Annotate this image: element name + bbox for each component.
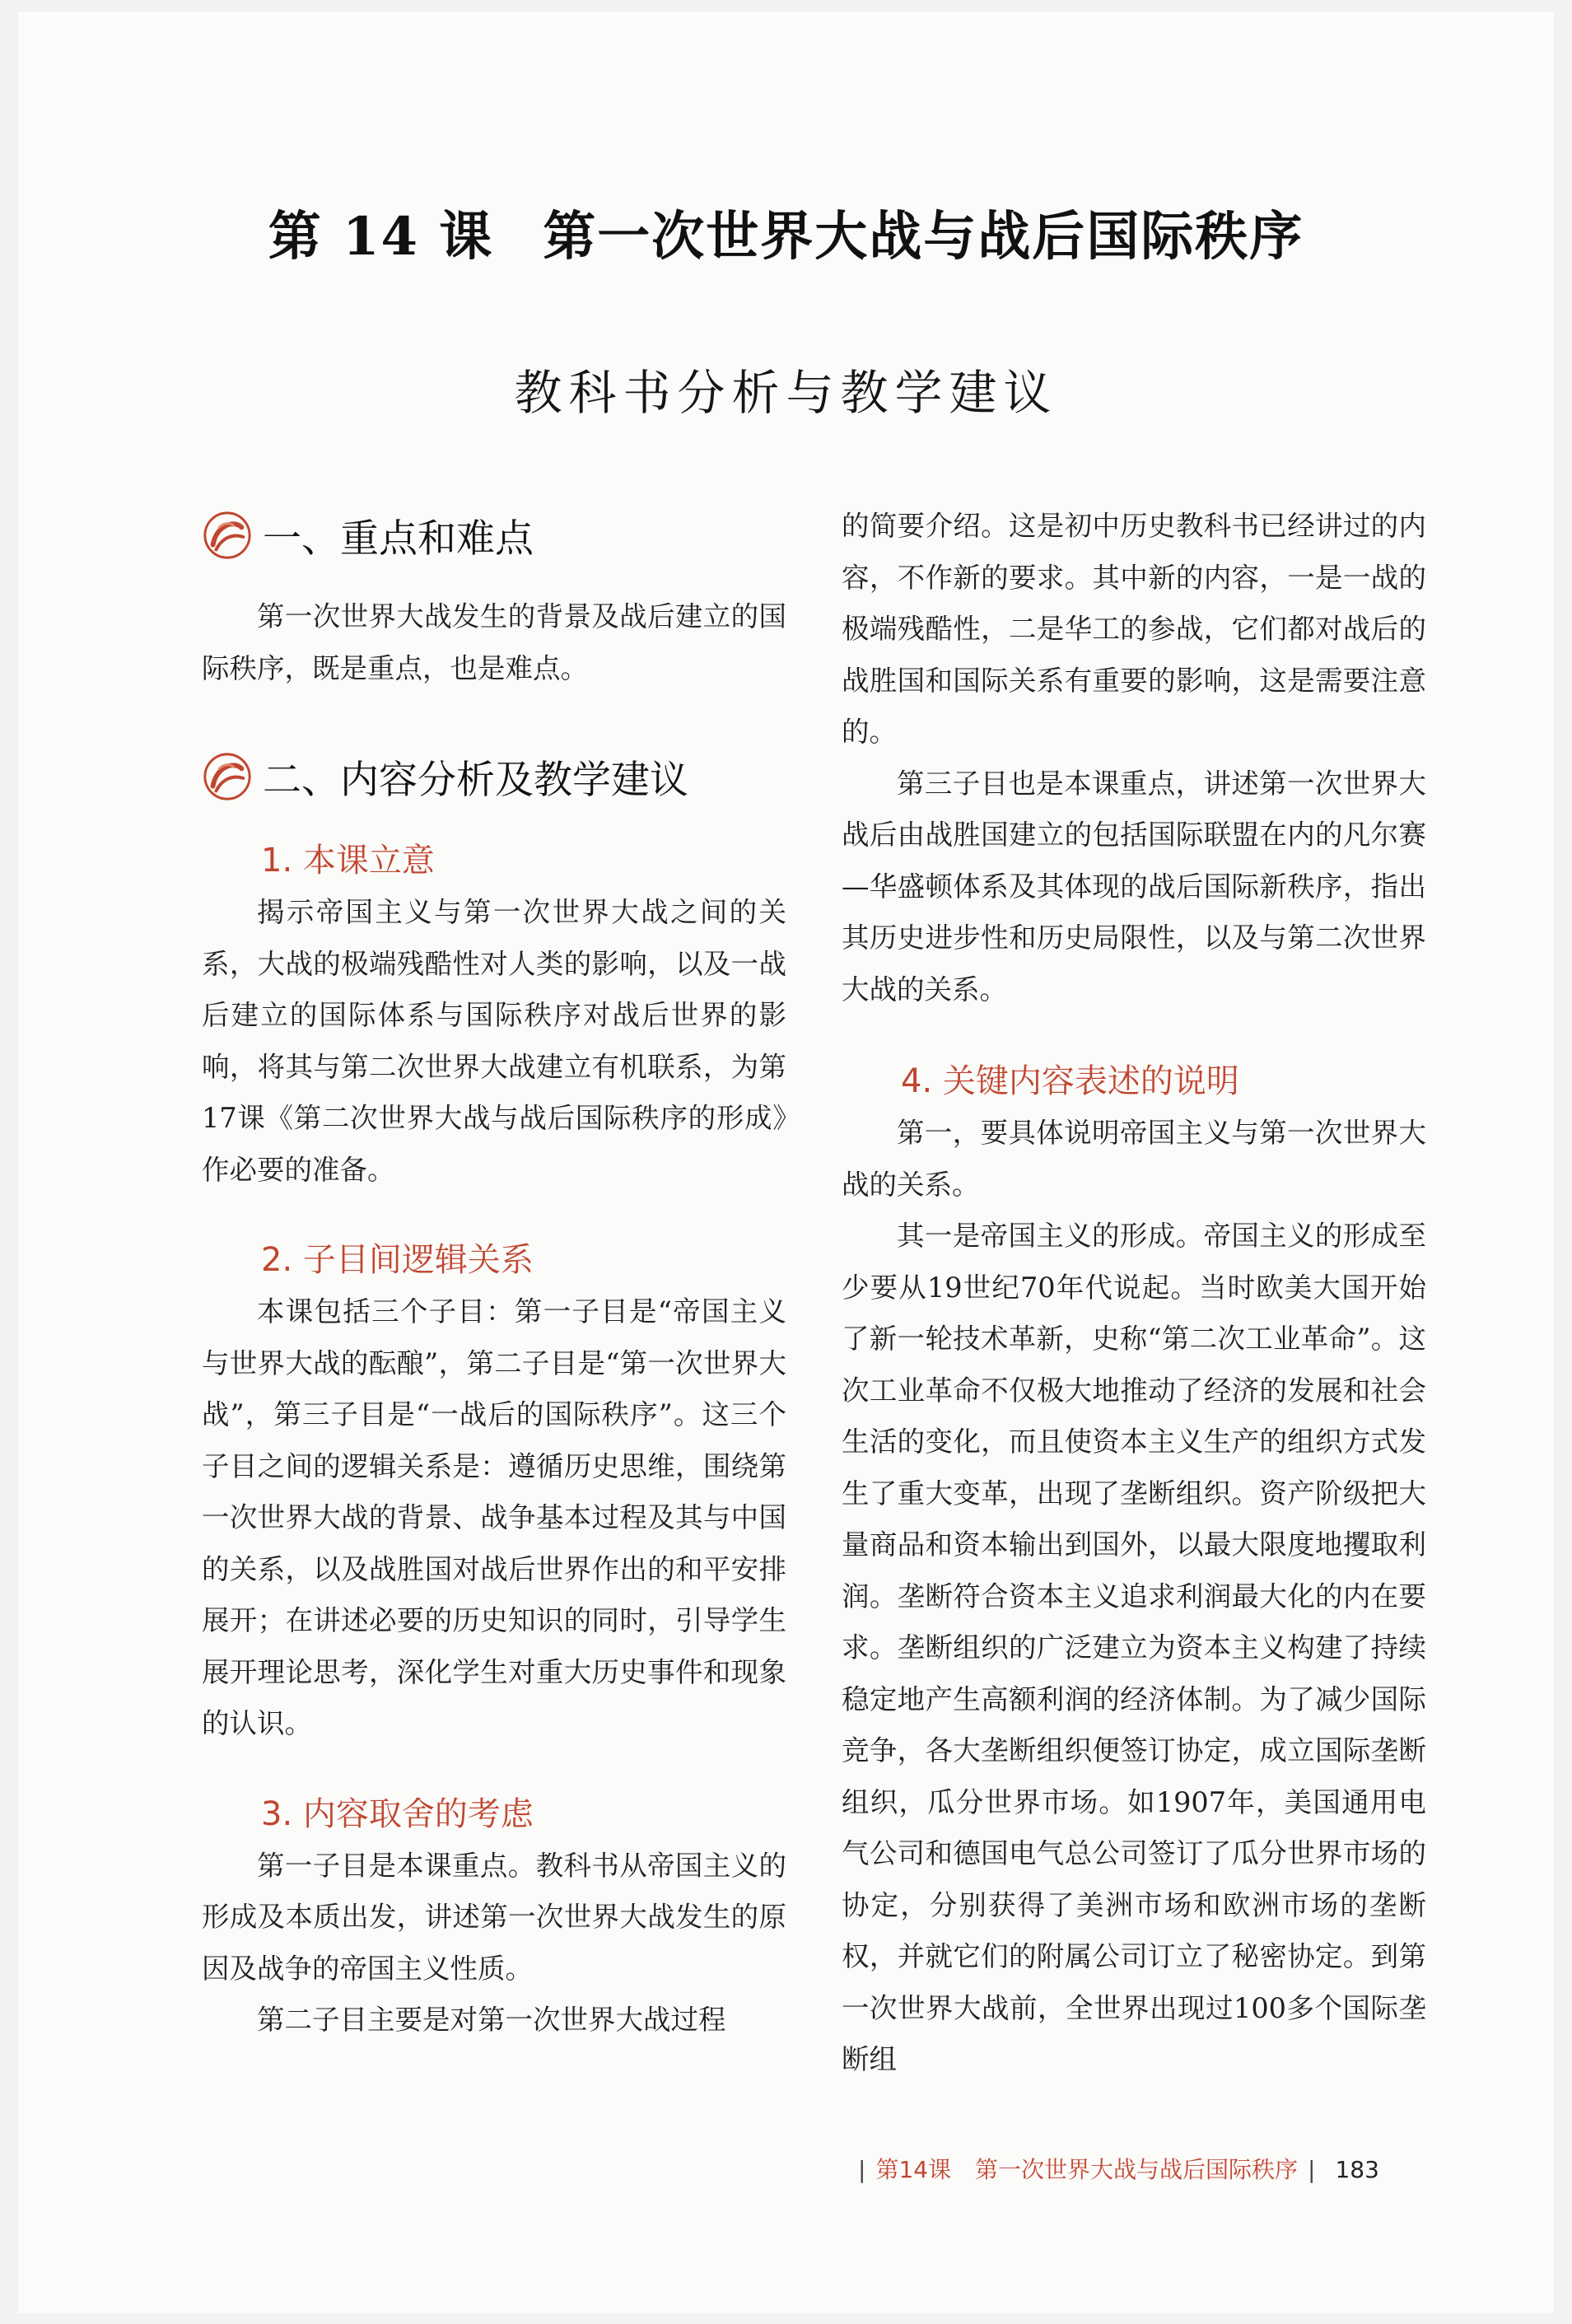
lesson-number: 第 14 课 xyxy=(268,206,494,268)
footer-lesson-title: 第一次世界大战与战后国际秩序 xyxy=(974,2156,1298,2183)
section-heading-1 xyxy=(202,502,786,568)
paragraph: 第二子目主要是对第一次世界大战过程 xyxy=(257,2004,726,2036)
right-column xyxy=(842,501,1426,2086)
subheading-logic: 2. 子目间逻辑关系 xyxy=(261,1241,534,1279)
swirl-emblem-icon xyxy=(202,510,253,561)
paragraph-continued: 的简要介绍。这是初中历史教科书已经讲过的内容，不作新的要求。其中新的内容，一是一战的极端残酷性，二是华工的参战，它们都对战后的战胜国和国际关系有重要的影响，这是需要注意的。 xyxy=(842,510,1426,748)
section-heading-2-text: 二、内容分析及教学建议 xyxy=(263,757,688,803)
paragraph: 第一，要具体说明帝国主义与第一次世界大战的关系。 xyxy=(842,1117,1426,1201)
paragraph: 本课包括三个子目：第一子目是“帝国主义与世界大战的酝酿”，第二子目是“第一次世界大战”，第三子目是“一战后的国际秩序”。这三个子目之间的逻辑关系是：遵循历史思维，围绕第一次世界大战的背景、战争基本过程及其与中国的关系，以及战胜国对战后世界作出的和平安排展开；在讲述必要的历史知识的同时，引导学生展开理论思考，深化学生对重大历史事件和现象的认识。 xyxy=(202,1295,786,1739)
left-column xyxy=(202,502,786,2046)
subheading-selection: 3. 内容取舍的考虑 xyxy=(261,1794,534,1833)
section-heading-2 xyxy=(202,744,786,810)
paragraph: 第一子目是本课重点。教科书从帝国主义的形成及本质出发，讲述第一次世界大战发生的原因及战争的帝国主义性质。 xyxy=(202,1849,786,1985)
subheading-key-content: 4. 关键内容表述的说明 xyxy=(901,1062,1239,1100)
page-footer xyxy=(848,2152,1425,2185)
paragraph: 第一次世界大战发生的背景及战后建立的国际秩序，既是重点，也是难点。 xyxy=(202,600,786,684)
subheading-intent: 1. 本课立意 xyxy=(261,842,435,880)
lesson-title-text: 第一次世界大战与战后国际秩序 xyxy=(543,206,1304,268)
paragraph: 其一是帝国主义的形成。帝国主义的形成至少要从19世纪70年代说起。当时欧美大国开始了新一轮技术革新，史称“第二次工业革命”。这次工业革命不仅极大地推动了经济的发展和社会生活的变化，而且使资本主义生产的组织方式发生了重大变革，出现了垄断组织。资产阶级把大量商品和资本输出到国外，以最大限度地攫取利润。垄断符合资本主义追求利润最大化的内在要求。垄断组织的广泛建立为资本主义构建了持续稳定地产生高额利润的经济体制。为了减少国际竞争，各大垄断组织便签订协定，成立国际垄断组织，瓜分世界市场。如1907年，美国通用电气公司和德国电气总公司签订了瓜分世界市场的协定，分别获得了美洲市场和欧洲市场的垄断权，并就它们的附属公司订立了秘密协定。到第一次世界大战前，全世界出现过100多个国际垄断组 xyxy=(842,1220,1426,2075)
section-subtitle: 教科书分析与教学建议 xyxy=(514,365,1058,421)
page-number: 183 xyxy=(1335,2156,1379,2183)
section-heading-1-text: 一、重点和难点 xyxy=(263,516,534,562)
divider: | xyxy=(858,2156,866,2183)
paragraph: 第三子目也是本课重点，讲述第一次世界大战后由战胜国建立的包括国际联盟在内的凡尔赛—华盛顿体系及其体现的战后国际新秩序，指出其历史进步性和历史局限性，以及与第二次世界大战的关系。 xyxy=(842,767,1426,1006)
paragraph: 揭示帝国主义与第一次世界大战之间的关系，大战的极端残酷性对人类的影响，以及一战后建立的国际体系与国际秩序对战后世界的影响，将其与第二次世界大战建立有机联系，为第17课《第二次世界大战与战后国际秩序的形成》作必要的准备。 xyxy=(202,896,786,1186)
footer-lesson-label: 第14课 xyxy=(875,2156,952,2183)
lesson-title xyxy=(0,194,1572,270)
divider: | xyxy=(1308,2156,1316,2183)
swirl-emblem-icon xyxy=(202,751,253,802)
